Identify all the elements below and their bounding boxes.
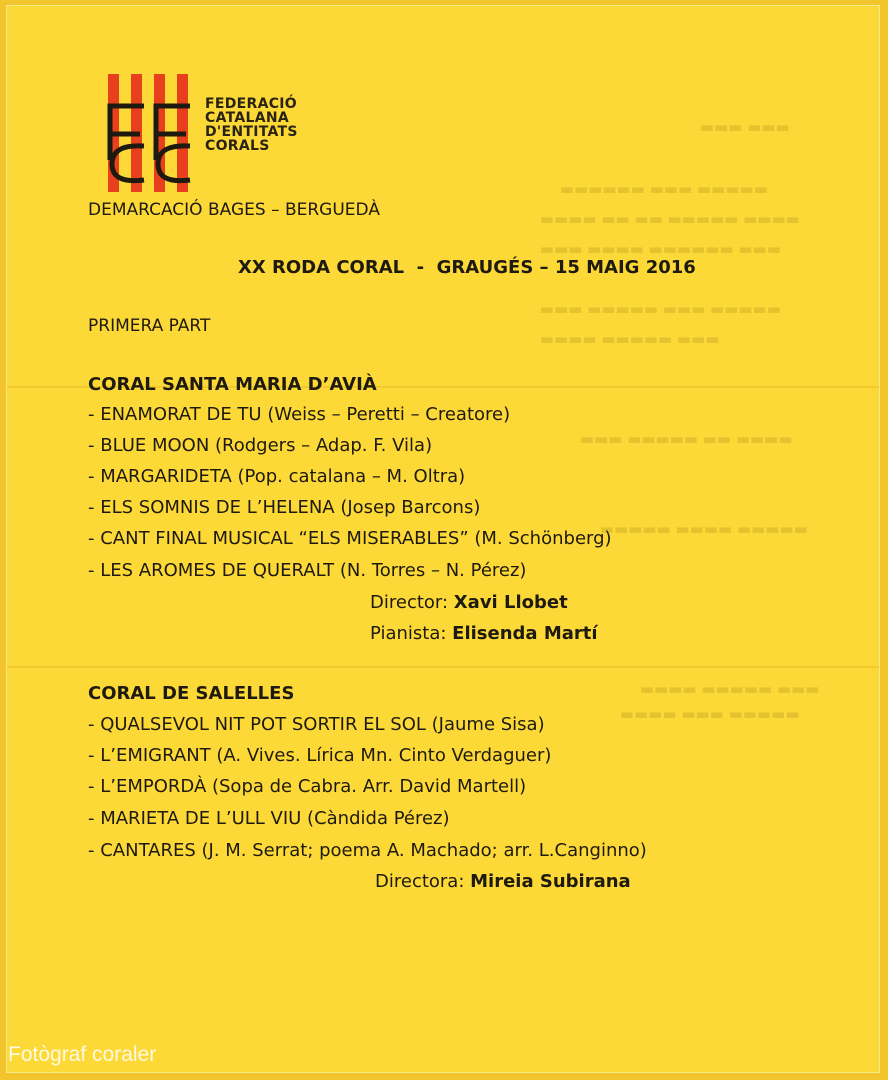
song-item: - ELS SOMNIS DE L’HELENA (Josep Barcons) [88,497,481,518]
credit-person: Elisenda Martí [452,623,598,644]
credit-role: Director: [370,592,449,613]
logo-line: CORALS [205,138,270,154]
demarcacio-label: DEMARCACIÓ BAGES – BERGUEDÀ [88,200,380,220]
song-item: - QUALSEVOL NIT POT SORTIR EL SOL (Jaume Sisa) [88,714,545,735]
credit-person: Xavi Llobet [453,592,568,613]
song-item: - MARGARIDETA (Pop. catalana – M. Oltra) [88,466,466,487]
director-credit [370,592,568,613]
fold-crease [7,666,879,668]
bleed-through-text: ▬▬▬▬▬ ▬▬▬ ▬▬▬▬ [620,705,800,723]
logo-line: D'ENTITATS [205,124,298,140]
credit-person: Mireia Subirana [470,871,631,892]
bleed-through-text: ▬▬▬▬ ▬▬ ▬▬▬▬▬ ▬▬▬ [580,430,793,448]
song-item: - LES AROMES DE QUERALT (N. Torres – N. Pérez) [88,560,527,581]
song-item: - L’EMPORDÀ (Sopa de Cabra. Arr. David Martell) [88,776,527,797]
logo-line: CATALANA [205,110,290,126]
bleed-through-text: ▬▬▬▬▬ ▬▬▬▬ ▬▬▬▬▬ [600,520,808,538]
bleed-through-text: ▬▬▬▬▬ ▬▬▬ ▬▬▬▬▬ ▬▬▬ [540,300,782,318]
credit-role: Directora: [375,871,465,892]
pianist-credit [370,623,598,644]
song-item: - CANT FINAL MUSICAL “ELS MISERABLES” (M. Schönberg) [88,528,612,549]
event-title: XX RODA CORAL - GRAUGÉS – 15 MAIG 2016 [238,257,696,278]
photographer-watermark: Fotògraf coraler [8,1043,157,1066]
bleed-through-text: ▬▬▬ ▬▬▬▬▬ ▬▬▬▬ [640,680,820,698]
bleed-through-text: ▬▬▬▬▬ ▬▬▬ ▬▬▬▬▬▬ [560,180,768,198]
song-item: - MARIETA DE L’ULL VIU (Càndida Pérez) [88,808,450,829]
song-item: - BLUE MOON (Rodgers – Adap. F. Vila) [88,435,433,456]
song-item: - CANTARES (J. M. Serrat; poema A. Machado; arr. L.Canginno) [88,840,647,861]
song-item: - ENAMORAT DE TU (Weiss – Peretti – Creatore) [88,404,511,425]
song-item: - L’EMIGRANT (A. Vives. Lírica Mn. Cinto Verdaguer) [88,745,552,766]
choir-name: CORAL DE SALELLES [88,683,295,704]
bleed-through-text: ▬▬▬▬ ▬▬▬▬▬ ▬▬ ▬▬ ▬▬▬▬ [540,210,801,228]
credit-role: Pianista: [370,623,447,644]
bleed-through-text: ▬▬▬ ▬▬▬ [700,118,790,136]
director-credit [375,871,631,892]
logo-line: FEDERACIÓ [205,96,298,112]
bleed-through-text: ▬▬▬ ▬▬▬▬▬ ▬▬▬▬ [540,330,720,348]
bleed-through-text: ▬▬▬ ▬▬▬▬▬▬ ▬▬▬▬ ▬▬▬ [540,240,782,258]
part-label: PRIMERA PART [88,316,211,336]
choir-name: CORAL SANTA MARIA D’AVIÀ [88,374,377,395]
logo-wordmark [205,97,298,153]
